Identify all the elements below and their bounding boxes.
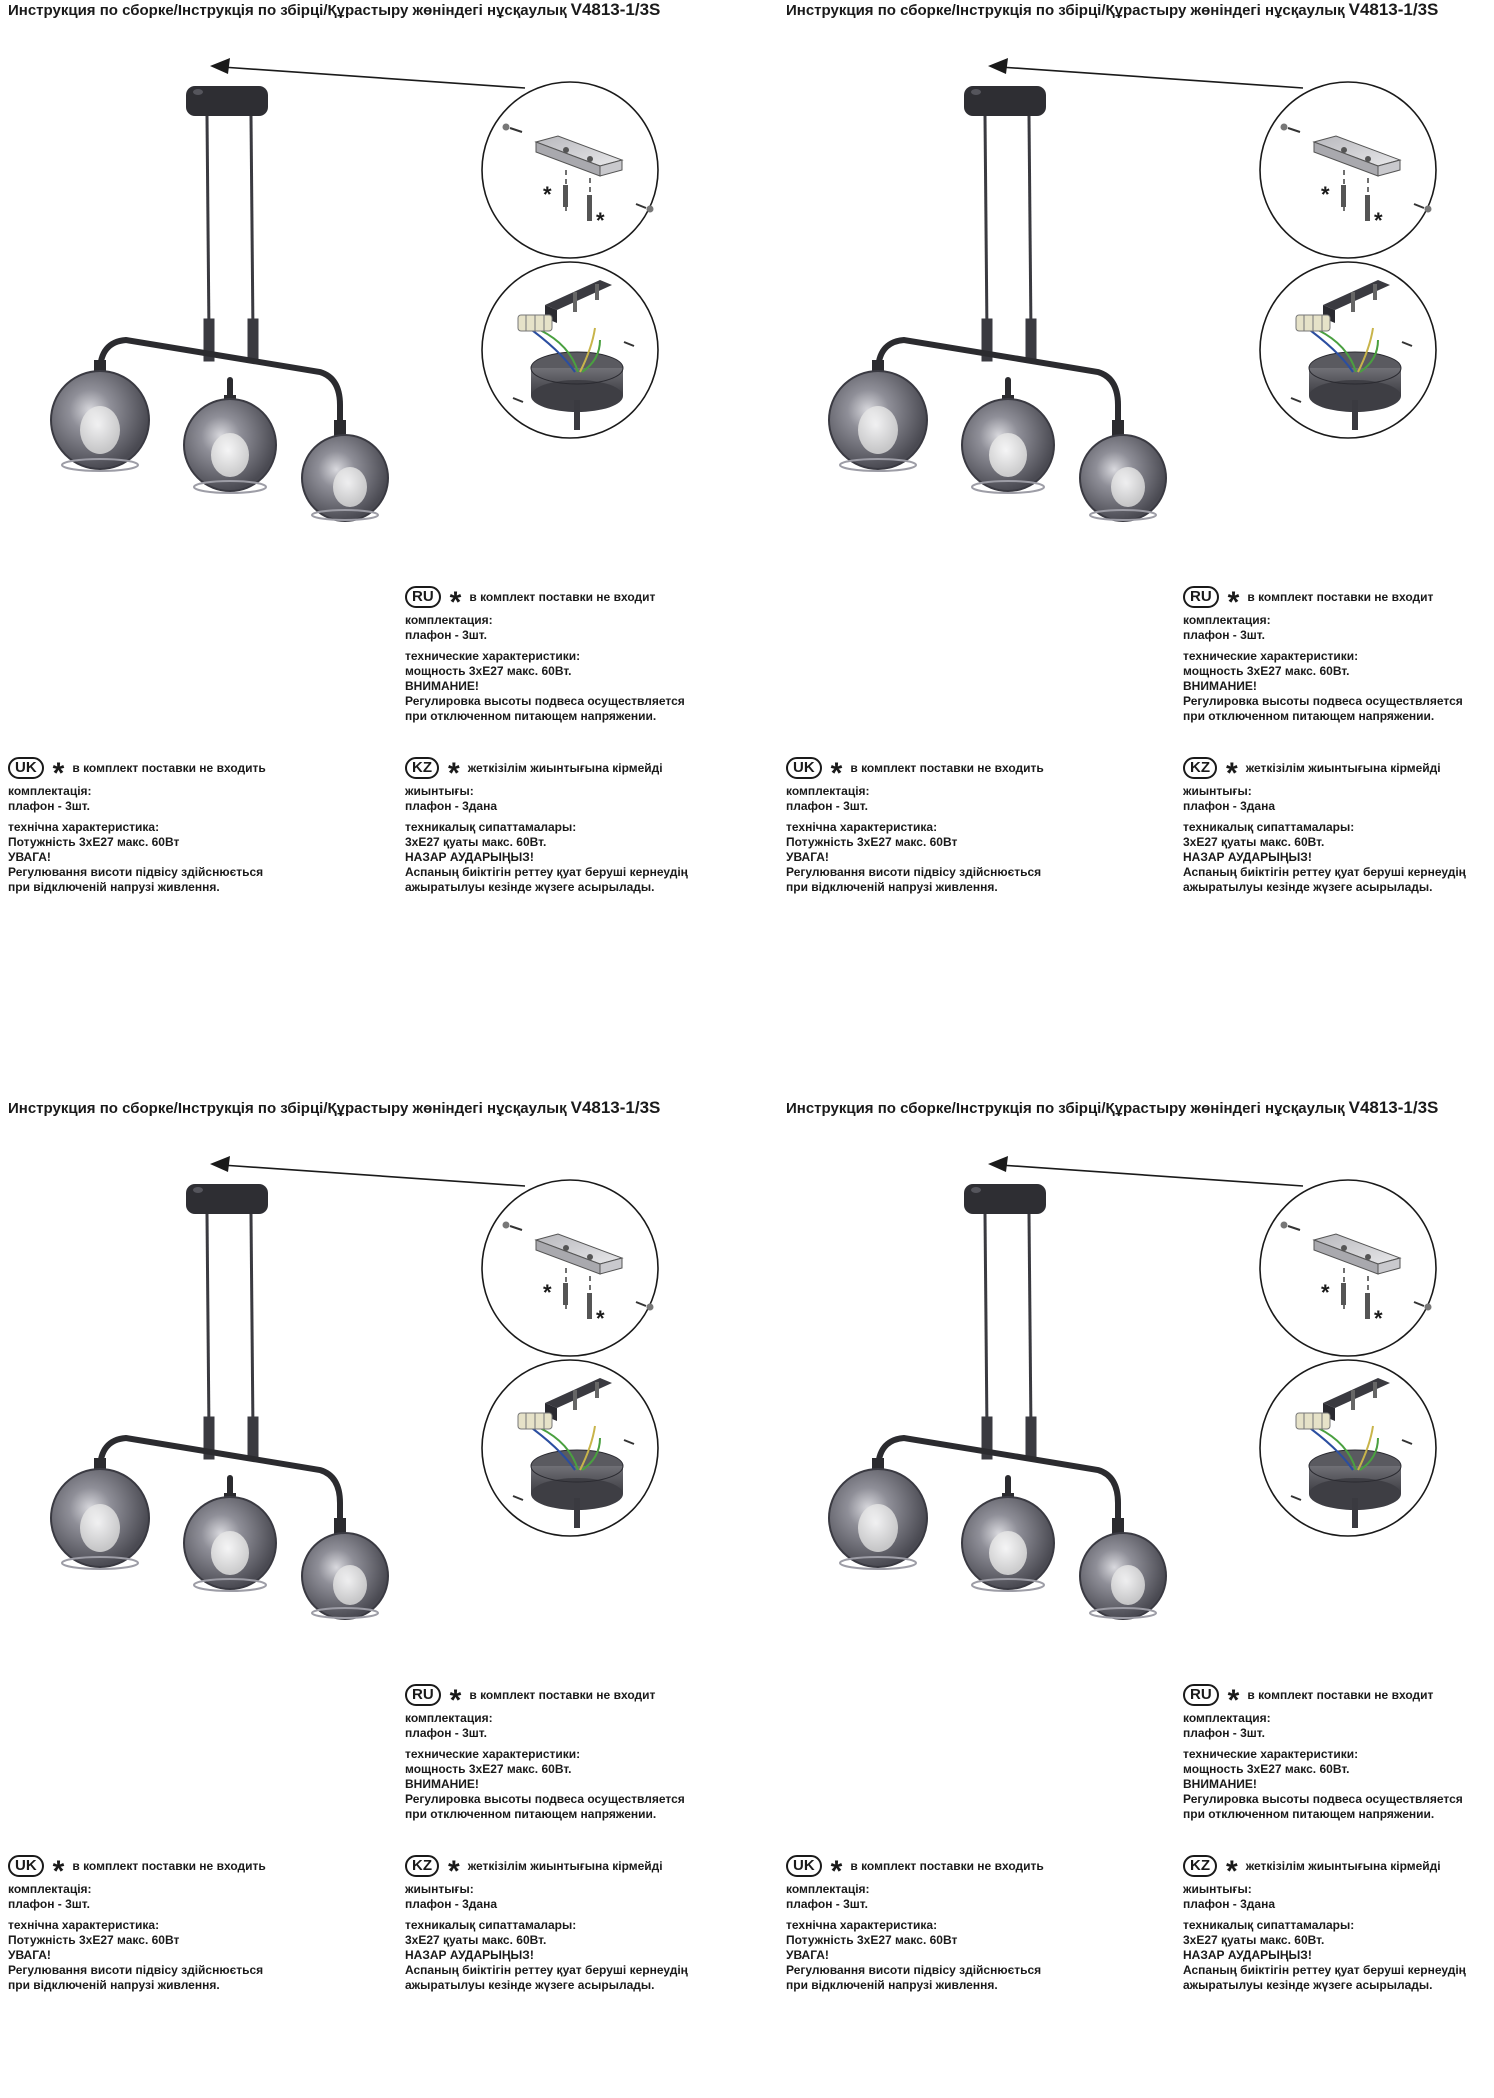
not-included-note: в комплект поставки не входить: [850, 760, 1044, 775]
spec-value: мощность 3хЕ27 макс. 60Вт.: [1183, 1762, 1350, 1776]
warning-label: НАЗАР АУДАРЫҢЫЗ!: [405, 1948, 534, 1962]
marker-star: *: [448, 1855, 460, 1888]
spec-label: технические характеристики:: [405, 1747, 581, 1761]
warning-text: при відключеній напрузі живлення.: [786, 880, 998, 894]
warning-label: УВАГА!: [8, 1948, 51, 1962]
lang-badge-kz: KZ: [405, 757, 439, 779]
spec-label: техникалық сипаттамалары:: [1183, 1918, 1355, 1932]
spec-label: технические характеристики:: [1183, 649, 1359, 663]
pointer-arrow: [210, 1156, 525, 1186]
lang-badge-uk: UK: [8, 1855, 44, 1877]
lang-badge-uk: UK: [786, 757, 822, 779]
kit-value: плафон - 3шт.: [786, 799, 868, 813]
suspension-wires: [983, 1214, 1035, 1458]
not-included-note: в комплект поставки не входит: [1247, 1687, 1434, 1702]
marker-star: *: [1374, 1306, 1383, 1331]
model-code: V4813-1/3S: [1348, 1098, 1439, 1117]
lamp-shade-center: [962, 1493, 1054, 1591]
detail-wiring-circle: [1260, 262, 1436, 438]
detail-bracket-circle: [1260, 1180, 1436, 1356]
lamp-shade-center: [184, 1493, 276, 1591]
spec-value: 3хЕ27 қуаты макс. 60Вт.: [405, 835, 547, 849]
not-included-note: в комплект поставки не входить: [72, 760, 266, 775]
spec-value: 3хЕ27 қуаты макс. 60Вт.: [1183, 835, 1325, 849]
section-uk: [8, 1854, 266, 1993]
lamp-shade-center: [184, 395, 276, 493]
warning-text: при відключеній напрузі живлення.: [8, 1978, 220, 1992]
warning-text: Регулировка высоты подвеса осуществляется: [405, 694, 685, 708]
marker-star: *: [1321, 1280, 1330, 1305]
title-text: Инструкция по сборке/Інструкція по збірці/Құрастыру жөніндегі нұсқаулық: [786, 2, 1345, 19]
kit-label: жиынтығы:: [405, 1882, 474, 1896]
spec-label: технические характеристики:: [405, 649, 581, 663]
instruction-sheet: [0, 1098, 747, 2098]
detail-bracket-circle: [482, 82, 658, 258]
spec-label: технічна характеристика:: [786, 1918, 938, 1932]
lamp-shade-right: [1080, 1518, 1166, 1619]
section-uk: [786, 1854, 1044, 1993]
section-uk: [8, 756, 266, 895]
lamp-shade-left: [51, 1458, 149, 1569]
not-included-note: жеткізілім жиынтығына кірмейді: [1245, 760, 1441, 775]
warning-label: ВНИМАНИЕ!: [1183, 1777, 1257, 1791]
detail-bracket-circle: [1260, 82, 1436, 258]
kit-value: плафон - 3дана: [405, 1897, 498, 1911]
marker-star: *: [1227, 586, 1240, 619]
marker-star: *: [1226, 757, 1238, 790]
warning-label: УВАГА!: [786, 1948, 829, 1962]
warning-text: при отключенном питающем напряжении.: [405, 1807, 657, 1821]
title-text: Инструкция по сборке/Інструкція по збірці/Құрастыру жөніндегі нұсқаулық: [8, 2, 567, 19]
not-included-note: жеткізілім жиынтығына кірмейді: [1245, 1858, 1441, 1873]
suspension-wires: [983, 116, 1035, 360]
suspension-wires: [205, 1214, 257, 1458]
kit-label: жиынтығы:: [1183, 1882, 1252, 1896]
kit-value: плафон - 3шт.: [1183, 1726, 1265, 1740]
kit-label: комплектация:: [1183, 613, 1271, 627]
kit-value: плафон - 3дана: [405, 799, 498, 813]
kit-value: плафон - 3шт.: [8, 1897, 90, 1911]
instruction-sheet: [778, 0, 1494, 1000]
model-code: V4813-1/3S: [1348, 0, 1439, 19]
spec-value: Потужність 3хЕ27 макс. 60Вт: [8, 1933, 180, 1947]
warning-text: Регулювання висоти підвісу здійснюється: [786, 865, 1042, 879]
kit-label: комплектація:: [8, 784, 92, 798]
not-included-note: в комплект поставки не входит: [469, 589, 656, 604]
spec-value: 3хЕ27 қуаты макс. 60Вт.: [405, 1933, 547, 1947]
detail-bracket-circle: [482, 1180, 658, 1356]
pointer-arrow: [988, 58, 1303, 88]
lang-badge-kz: KZ: [1183, 1855, 1217, 1877]
spec-label: техникалық сипаттамалары:: [405, 1918, 577, 1932]
lamp-shade-center: [962, 395, 1054, 493]
marker-star: *: [448, 757, 460, 790]
kit-value: плафон - 3шт.: [786, 1897, 868, 1911]
warning-text: при отключенном питающем напряжении.: [1183, 709, 1435, 723]
spec-value: Потужність 3хЕ27 макс. 60Вт: [8, 835, 180, 849]
lamp-illustration: [778, 0, 1494, 560]
kit-label: комплектація:: [786, 784, 870, 798]
detail-wiring-circle: [1260, 1360, 1436, 1536]
warning-text: при отключенном питающем напряжении.: [1183, 1807, 1435, 1821]
spec-value: мощность 3хЕ27 макс. 60Вт.: [1183, 664, 1350, 678]
kit-label: жиынтығы:: [1183, 784, 1252, 798]
marker-star: *: [449, 1684, 462, 1717]
lang-badge-ru: RU: [405, 1684, 441, 1706]
instruction-sheet: [0, 0, 747, 1000]
lamp-shade-left: [51, 360, 149, 471]
spec-label: техникалық сипаттамалары:: [1183, 820, 1355, 834]
section-kz: [1183, 756, 1466, 895]
warning-text: Аспаның биіктігін реттеу қуат беруші кернеудің: [1183, 865, 1466, 879]
model-code: V4813-1/3S: [570, 1098, 661, 1117]
detail-wiring-circle: [482, 1360, 658, 1536]
instruction-sheet: [778, 1098, 1494, 2098]
title-text: Инструкция по сборке/Інструкція по збірці/Құрастыру жөніндегі нұсқаулық: [786, 1100, 1345, 1117]
marker-star: *: [52, 757, 65, 790]
spec-value: мощность 3хЕ27 макс. 60Вт.: [405, 664, 572, 678]
marker-star: *: [52, 1855, 65, 1888]
ceiling-canopy: [964, 1184, 1046, 1214]
lang-badge-ru: RU: [1183, 1684, 1219, 1706]
marker-star: *: [1227, 1684, 1240, 1717]
lang-badge-uk: UK: [8, 757, 44, 779]
lang-badge-uk: UK: [786, 1855, 822, 1877]
warning-text: Регулировка высоты подвеса осуществляется: [1183, 694, 1463, 708]
warning-label: НАЗАР АУДАРЫҢЫЗ!: [405, 850, 534, 864]
detail-wiring-circle: [482, 262, 658, 438]
warning-text: ажыратылуы кезінде жүзеге асырылады.: [405, 880, 655, 894]
ceiling-canopy: [964, 86, 1046, 116]
lamp-illustration: [0, 0, 747, 560]
spec-value: Потужність 3хЕ27 макс. 60Вт: [786, 835, 958, 849]
marker-star: *: [830, 757, 843, 790]
lang-badge-kz: KZ: [405, 1855, 439, 1877]
kit-label: комплектация:: [405, 613, 493, 627]
kit-value: плафон - 3дана: [1183, 799, 1276, 813]
kit-value: плафон - 3шт.: [8, 799, 90, 813]
warning-text: Регулювання висоти підвісу здійснюється: [786, 1963, 1042, 1977]
kit-label: комплектація:: [8, 1882, 92, 1896]
kit-value: плафон - 3шт.: [1183, 628, 1265, 642]
section-kz: [1183, 1854, 1466, 1993]
lamp-shade-left: [829, 360, 927, 471]
not-included-note: в комплект поставки не входит: [469, 1687, 656, 1702]
warning-text: Регулировка высоты подвеса осуществляется: [1183, 1792, 1463, 1806]
lamp-shade-right: [1080, 420, 1166, 521]
kit-label: жиынтығы:: [405, 784, 474, 798]
section-ru: [1183, 1683, 1463, 1822]
marker-star: *: [1374, 208, 1383, 233]
spec-value: мощность 3хЕ27 макс. 60Вт.: [405, 1762, 572, 1776]
marker-star: *: [596, 1306, 605, 1331]
spec-value: Потужність 3хЕ27 макс. 60Вт: [786, 1933, 958, 1947]
warning-text: Регулировка высоты подвеса осуществляется: [405, 1792, 685, 1806]
warning-label: ВНИМАНИЕ!: [1183, 679, 1257, 693]
section-ru: [405, 585, 685, 724]
marker-star: *: [830, 1855, 843, 1888]
pointer-arrow: [210, 58, 525, 88]
ceiling-canopy: [186, 1184, 268, 1214]
lang-badge-kz: KZ: [1183, 757, 1217, 779]
section-kz: [405, 1854, 688, 1993]
warning-label: НАЗАР АУДАРЫҢЫЗ!: [1183, 850, 1312, 864]
marker-star: *: [1321, 182, 1330, 207]
warning-label: УВАГА!: [786, 850, 829, 864]
model-code: V4813-1/3S: [570, 0, 661, 19]
ceiling-canopy: [186, 86, 268, 116]
spec-label: технические характеристики:: [1183, 1747, 1359, 1761]
warning-label: НАЗАР АУДАРЫҢЫЗ!: [1183, 1948, 1312, 1962]
lamp-shade-right: [302, 1518, 388, 1619]
not-included-note: в комплект поставки не входить: [72, 1858, 266, 1873]
pointer-arrow: [988, 1156, 1303, 1186]
warning-label: УВАГА!: [8, 850, 51, 864]
warning-text: при отключенном питающем напряжении.: [405, 709, 657, 723]
warning-text: Аспаның биіктігін реттеу қуат беруші кернеудің: [1183, 1963, 1466, 1977]
warning-text: Регулювання висоти підвісу здійснюється: [8, 865, 264, 879]
not-included-note: жеткізілім жиынтығына кірмейді: [467, 1858, 663, 1873]
not-included-note: в комплект поставки не входить: [850, 1858, 1044, 1873]
marker-star: *: [543, 1280, 552, 1305]
title-text: Инструкция по сборке/Інструкція по збірці/Құрастыру жөніндегі нұсқаулық: [8, 1100, 567, 1117]
marker-star: *: [449, 586, 462, 619]
spec-label: технічна характеристика:: [8, 820, 160, 834]
warning-text: ажыратылуы кезінде жүзеге асырылады.: [405, 1978, 655, 1992]
kit-label: комплектація:: [786, 1882, 870, 1896]
lamp-illustration: [0, 1098, 747, 1658]
not-included-note: жеткізілім жиынтығына кірмейді: [467, 760, 663, 775]
lang-badge-ru: RU: [405, 586, 441, 608]
kit-value: плафон - 3шт.: [405, 628, 487, 642]
spec-label: техникалық сипаттамалары:: [405, 820, 577, 834]
not-included-note: в комплект поставки не входит: [1247, 589, 1434, 604]
section-ru: [405, 1683, 685, 1822]
lamp-shade-left: [829, 1458, 927, 1569]
kit-label: комплектация:: [405, 1711, 493, 1725]
warning-text: Регулювання висоти підвісу здійснюється: [8, 1963, 264, 1977]
section-kz: [405, 756, 688, 895]
kit-value: плафон - 3дана: [1183, 1897, 1276, 1911]
marker-star: *: [1226, 1855, 1238, 1888]
spec-label: технічна характеристика:: [8, 1918, 160, 1932]
kit-label: комплектация:: [1183, 1711, 1271, 1725]
marker-star: *: [543, 182, 552, 207]
warning-label: ВНИМАНИЕ!: [405, 1777, 479, 1791]
lamp-shade-right: [302, 420, 388, 521]
warning-text: при відключеній напрузі живлення.: [8, 880, 220, 894]
warning-label: ВНИМАНИЕ!: [405, 679, 479, 693]
warning-text: ажыратылуы кезінде жүзеге асырылады.: [1183, 880, 1433, 894]
spec-label: технічна характеристика:: [786, 820, 938, 834]
lang-badge-ru: RU: [1183, 586, 1219, 608]
suspension-wires: [205, 116, 257, 360]
marker-star: *: [596, 208, 605, 233]
spec-value: 3хЕ27 қуаты макс. 60Вт.: [1183, 1933, 1325, 1947]
warning-text: при відключеній напрузі живлення.: [786, 1978, 998, 1992]
section-uk: [786, 756, 1044, 895]
kit-value: плафон - 3шт.: [405, 1726, 487, 1740]
section-ru: [1183, 585, 1463, 724]
warning-text: ажыратылуы кезінде жүзеге асырылады.: [1183, 1978, 1433, 1992]
warning-text: Аспаның биіктігін реттеу қуат беруші кернеудің: [405, 865, 688, 879]
warning-text: Аспаның биіктігін реттеу қуат беруші кернеудің: [405, 1963, 688, 1977]
lamp-illustration: [778, 1098, 1494, 1658]
